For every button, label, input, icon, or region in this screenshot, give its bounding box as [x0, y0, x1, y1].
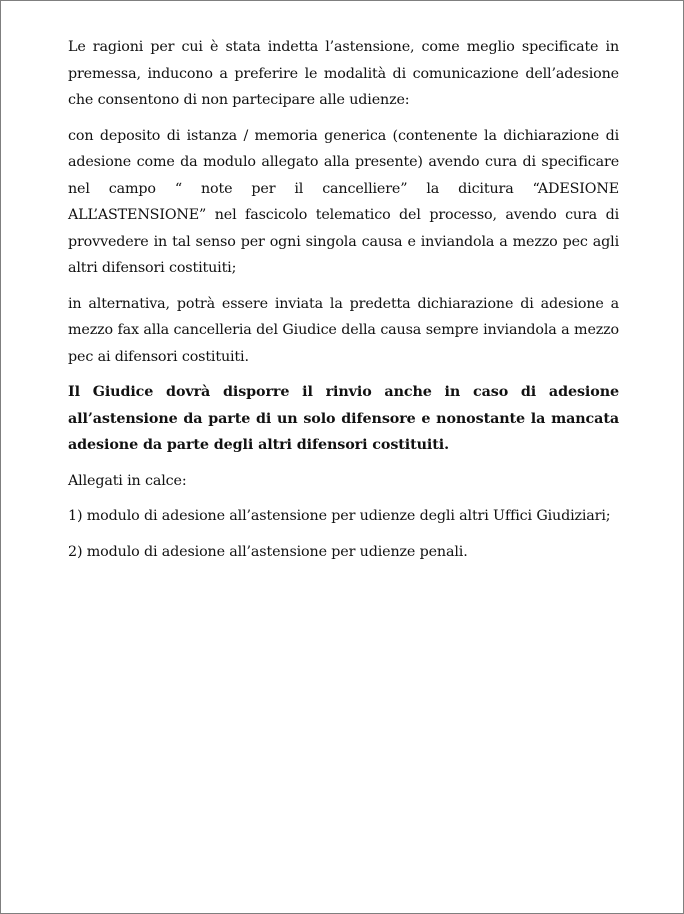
paragraph-deposit-method: con deposito di istanza / memoria generica (contenente la dichiarazione di adesione come da modulo allegato alla presente) avendo cura di specificare nel campo “ note per il cancelliere” la dicitura “ADESIONE ALL’ASTENSIONE” nel fascicolo telematico del processo, avendo cura di provvedere in tal senso per ogni singola causa e inviandola a mezzo pec agli altri difensori costituiti;	[68, 127, 619, 276]
attachments-heading: Allegati in calce:	[68, 472, 187, 489]
paragraph-judge-notice: Il Giudice dovrà disporre il rinvio anche in caso di adesione all’astensione da parte di un solo difensore e nonostante la mancata adesione da parte degli altri difensori costituiti.	[68, 384, 619, 453]
document-body	[68, 34, 619, 574]
attachment-item-2: 2) modulo di adesione all’astensione per udienze penali.	[68, 543, 468, 560]
paragraph-fax-alternative: in alternativa, potrà essere inviata la predetta dichiarazione di adesione a mezzo fax alla cancelleria del Giudice della causa sempre inviandola a mezzo pec ai difensori costituiti.	[68, 295, 619, 365]
paragraph-intro: Le ragioni per cui è stata indetta l’astensione, come meglio specificate in premessa, inducono a preferire le modalità di comunicazione dell’adesione che consentono di non partecipare alle udienze:	[68, 39, 619, 108]
attachment-item-1: 1) modulo di adesione all’astensione per udienze degli altri Uffici Giudiziari;	[68, 508, 611, 524]
